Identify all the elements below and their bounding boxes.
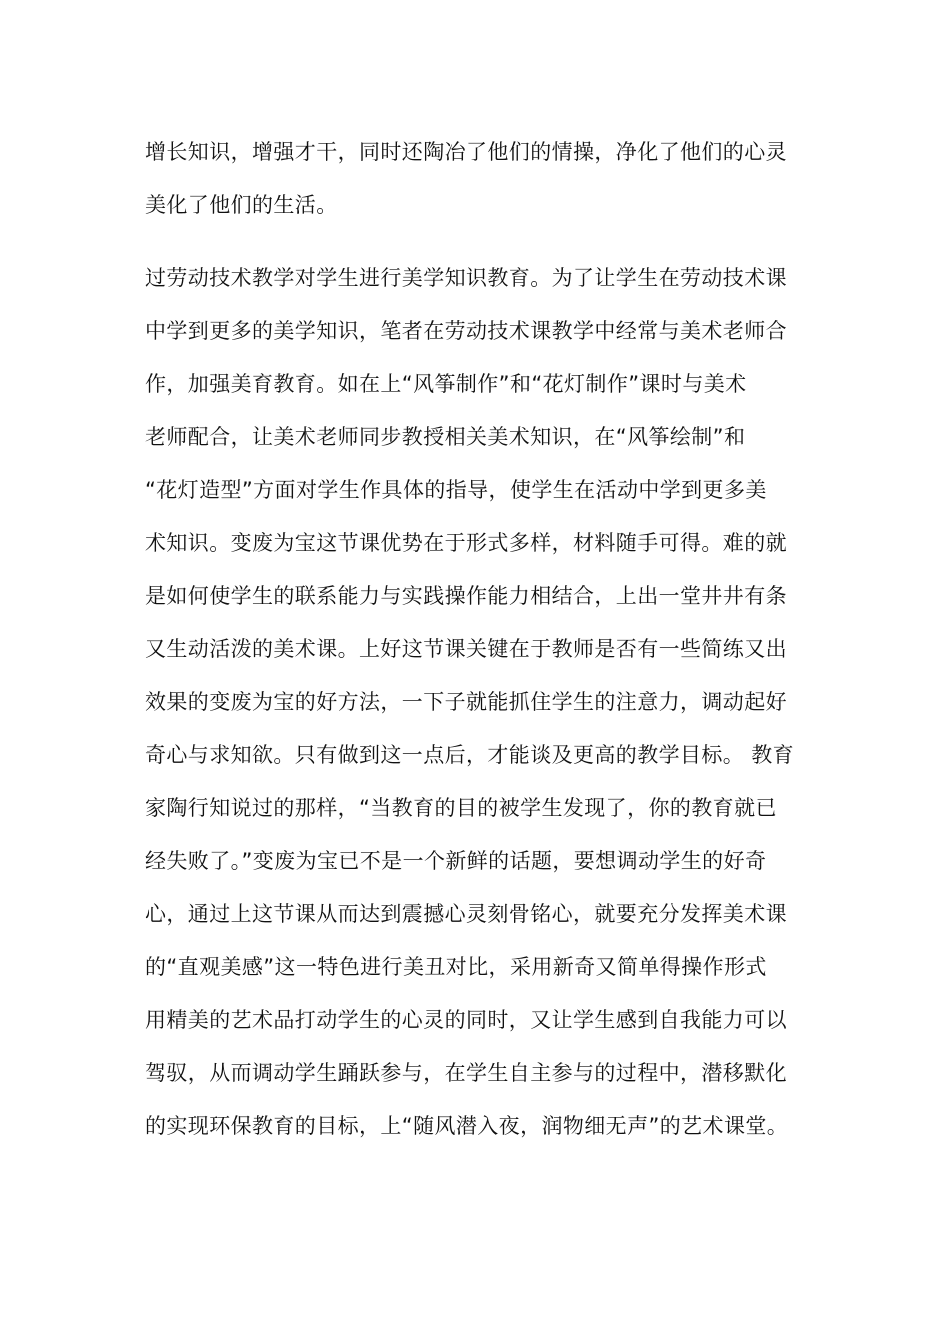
paragraph-line: 奇心与求知欲。只有做到这一点后，才能谈及更高的教学目标。 教育 [145, 743, 795, 767]
paragraph-line: 是如何使学生的联系能力与实践操作能力相结合，上出一堂井井有条 [145, 584, 787, 608]
paragraph-line: 中学到更多的美学知识，笔者在劳动技术课教学中经常与美术老师合 [145, 319, 787, 343]
paragraph-line: 作，加强美育教育。如在上“风筝制作”和“花灯制作”课时与美术 [145, 372, 747, 396]
paragraph-line: 过劳动技术教学对学生进行美学知识教育。为了让学生在劳动技术课 [145, 266, 787, 290]
paragraph-line: 又生动活泼的美术课。上好这节课关键在于教师是否有一些简练又出 [145, 637, 787, 661]
paragraph-line: 效果的变废为宝的好方法，一下子就能抓住学生的注意力，调动起好 [145, 690, 787, 714]
paragraph-line: 经失败了。”变废为宝已不是一个新鲜的话题，要想调动学生的好奇 [145, 849, 767, 873]
paragraph-line: 用精美的艺术品打动学生的心灵的同时，又让学生感到自我能力可以 [145, 1008, 787, 1032]
paragraph-line: 美化了他们的生活。 [145, 193, 338, 217]
paragraph-line: 的实现环保教育的目标，上“随风潜入夜，润物细无声”的艺术课堂。 [145, 1114, 789, 1138]
paragraph-line: 家陶行知说过的那样，“当教育的目的被学生发现了，你的教育就已 [145, 796, 777, 820]
paragraph-line: 老师配合，让美术老师同步教授相关美术知识，在“风筝绘制”和 [145, 425, 746, 449]
paragraph-line: “花灯造型”方面对学生作具体的指导，使学生在活动中学到更多美 [145, 478, 767, 502]
paragraph-line: 增长知识，增强才干，同时还陶冶了他们的情操，净化了他们的心灵 [145, 140, 787, 164]
paragraph-line: 驾驭，从而调动学生踊跃参与，在学生自主参与的过程中，潜移默化 [145, 1061, 787, 1085]
paragraph-line: 心，通过上这节课从而达到震撼心灵刻骨铭心，就要充分发挥美术课 [145, 902, 787, 926]
paragraph-line: 的“直观美感”这一特色进行美丑对比，采用新奇又简单得操作形式 [145, 955, 767, 979]
paragraph-2 [145, 252, 815, 1153]
paragraph-line: 术知识。变废为宝这节课优势在于形式多样，材料随手可得。难的就 [145, 531, 787, 555]
paragraph-1 [145, 126, 815, 232]
